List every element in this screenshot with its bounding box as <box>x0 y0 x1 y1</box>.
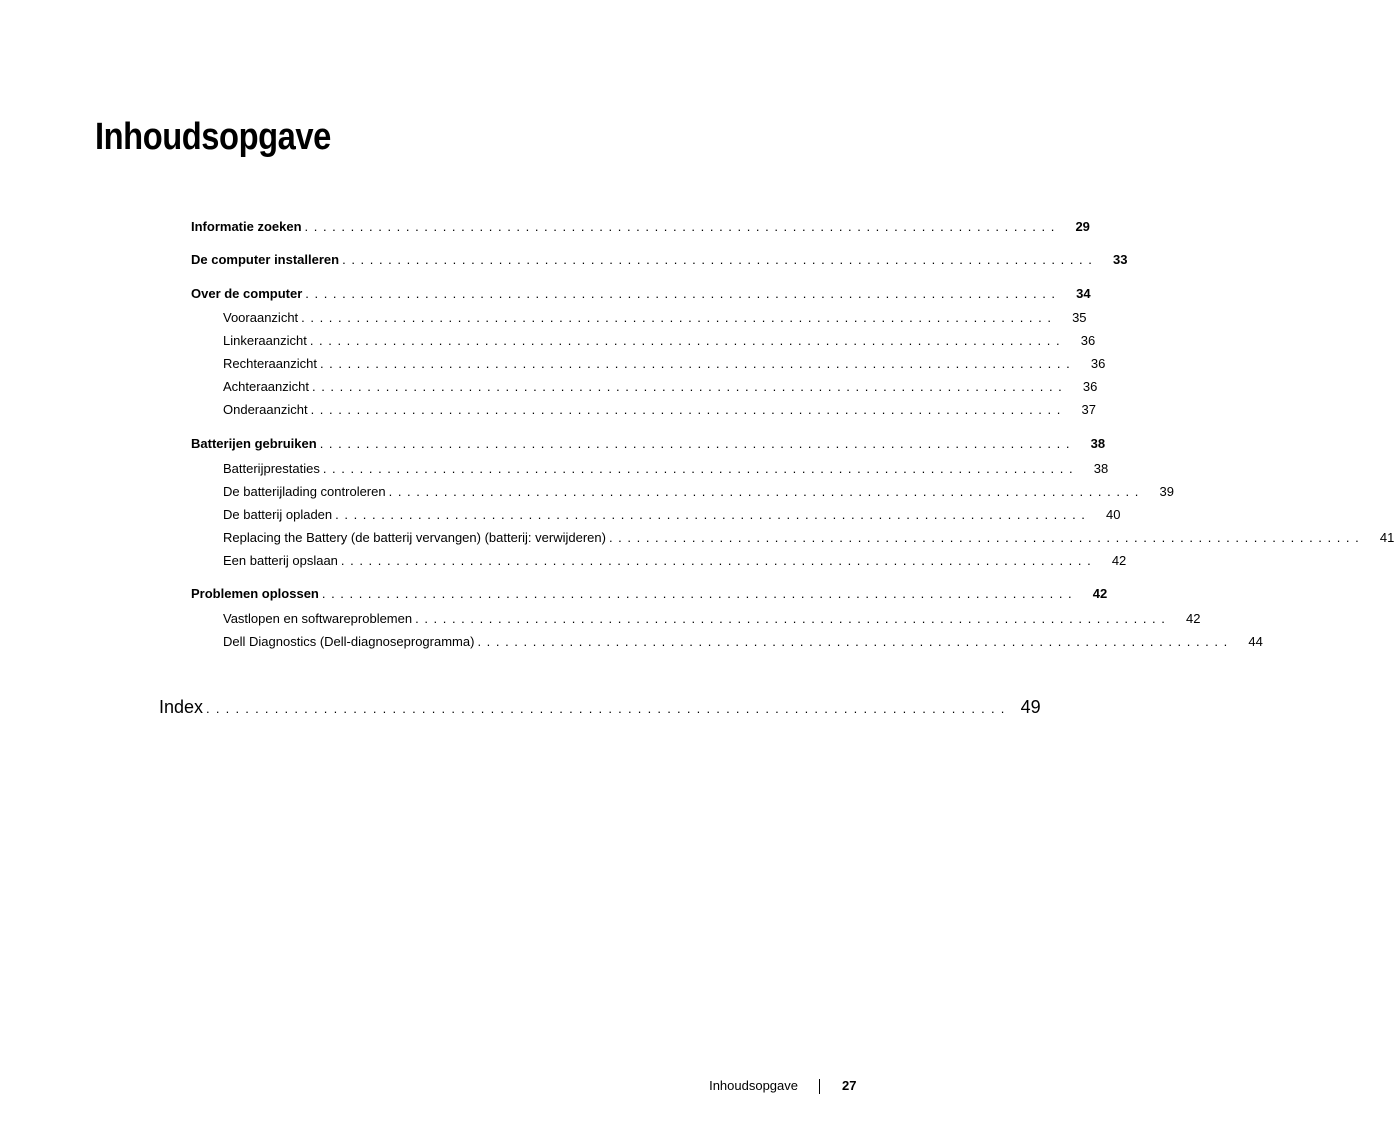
dot-leader: .................................................................................. <box>319 436 1076 451</box>
toc-entry-page: 39 <box>1159 484 1174 499</box>
toc-entry-de-batterijlading-controleren[interactable] <box>223 484 1174 499</box>
toc-entry-page: 49 <box>1020 697 1041 717</box>
toc-entry-de-computer-installeren[interactable] <box>191 252 1128 267</box>
toc-entry-page: 33 <box>1113 252 1128 267</box>
toc-entry-rechteraanzicht[interactable] <box>223 356 1106 371</box>
toc-entry-label: Replacing the Battery (de batterij vervangen) (batterij: verwijderen) <box>223 530 606 545</box>
dot-leader: .................................................................................. <box>321 586 1078 601</box>
dot-leader: .................................................................................. <box>304 219 1060 234</box>
toc-entry-label: Linkeraanzicht <box>223 333 307 348</box>
toc-entry-page: 36 <box>1090 356 1106 371</box>
toc-entry-over-de-computer[interactable] <box>191 286 1091 301</box>
toc-entry-label: Over de computer <box>191 286 303 301</box>
page-title: Inhoudsopgave <box>95 116 331 158</box>
dot-leader: .................................................................................. <box>388 484 1144 499</box>
toc-entry-batterijen-gebruiken[interactable] <box>191 436 1106 451</box>
toc-entry-label: Informatie zoeken <box>191 219 302 234</box>
toc-entry-problemen-oplossen[interactable] <box>191 586 1108 601</box>
toc-entry-label: De computer installeren <box>191 252 340 267</box>
toc-entry-page: 42 <box>1092 586 1108 601</box>
dot-leader: .................................................................................. <box>309 333 1066 348</box>
dot-leader: .................................................................................. <box>310 402 1066 417</box>
toc-entry-onderaanzicht[interactable] <box>223 402 1096 417</box>
footer-section-title: Inhoudsopgave <box>709 1078 798 1093</box>
toc-entry-linkeraanzicht[interactable] <box>223 333 1096 348</box>
dot-leader: .................................................................................. <box>335 507 1091 522</box>
toc-entry-page: 42 <box>1186 611 1201 626</box>
toc-entry-informatie-zoeken[interactable] <box>191 219 1090 234</box>
dot-leader: .................................................................................. <box>301 310 1057 325</box>
toc-entry-een-batterij-opslaan[interactable] <box>223 553 1127 568</box>
toc-entry-page: 36 <box>1082 379 1098 394</box>
dot-leader: .................................................................................. <box>342 252 1098 267</box>
footer-page-number: 27 <box>842 1078 857 1093</box>
toc-entry-achteraanzicht[interactable] <box>223 379 1098 394</box>
dot-leader: .................................................................................. <box>608 530 1365 545</box>
dot-leader: .................................................................................. <box>415 611 1171 626</box>
toc-entry-vooraanzicht[interactable] <box>223 310 1087 325</box>
dot-leader: .................................................................................. <box>322 461 1079 476</box>
toc-entry-label: Batterijen gebruiken <box>191 436 317 451</box>
dot-leader: .................................................................................. <box>477 634 1233 649</box>
toc-entry-index[interactable] <box>159 697 1041 718</box>
toc-entry-page: 41 <box>1379 530 1394 545</box>
toc-entry-label: De batterij opladen <box>223 507 333 522</box>
toc-entry-page: 40 <box>1106 507 1121 522</box>
toc-entry-replacing-the-battery[interactable] <box>223 530 1394 545</box>
toc-entry-page: 38 <box>1093 461 1109 476</box>
dot-leader: .................................................................................. <box>312 379 1068 394</box>
toc-entry-label: Index <box>159 697 204 717</box>
toc-entry-page: 29 <box>1075 219 1090 234</box>
dot-leader: .................................................................................. <box>206 701 1011 716</box>
toc-entry-page: 44 <box>1248 634 1263 649</box>
toc-entry-label: Rechteraanzicht <box>223 356 317 371</box>
toc-entry-page: 42 <box>1111 553 1127 568</box>
dot-leader: .................................................................................. <box>340 553 1097 568</box>
footer-divider <box>819 1079 820 1094</box>
toc-entry-de-batterij-opladen[interactable] <box>223 507 1121 522</box>
dot-leader: .................................................................................. <box>319 356 1076 371</box>
toc-entry-label: Onderaanzicht <box>223 402 308 417</box>
toc-entry-page: 37 <box>1081 402 1096 417</box>
toc-entry-dell-diagnostics[interactable] <box>223 634 1263 649</box>
toc-entry-label: De batterijlading controleren <box>223 484 386 499</box>
toc-entry-label: Achteraanzicht <box>223 379 309 394</box>
toc-entry-label: Problemen oplossen <box>191 586 319 601</box>
toc-entry-page: 36 <box>1080 333 1096 348</box>
toc-entry-label: Batterijprestaties <box>223 461 320 476</box>
toc-entry-vastlopen-en-softwareproblemen[interactable] <box>223 611 1201 626</box>
dot-leader: .................................................................................. <box>305 286 1061 301</box>
toc-entry-batterijprestaties[interactable] <box>223 461 1109 476</box>
toc-entry-page: 38 <box>1090 436 1106 451</box>
toc-entry-page: 34 <box>1076 286 1091 301</box>
toc-entry-label: Dell Diagnostics (Dell-diagnoseprogramma) <box>223 634 475 649</box>
toc-entry-label: Vastlopen en softwareproblemen <box>223 611 413 626</box>
toc-entry-label: Vooraanzicht <box>223 310 299 325</box>
toc-entry-page: 35 <box>1072 310 1087 325</box>
toc-entry-label: Een batterij opslaan <box>223 553 338 568</box>
